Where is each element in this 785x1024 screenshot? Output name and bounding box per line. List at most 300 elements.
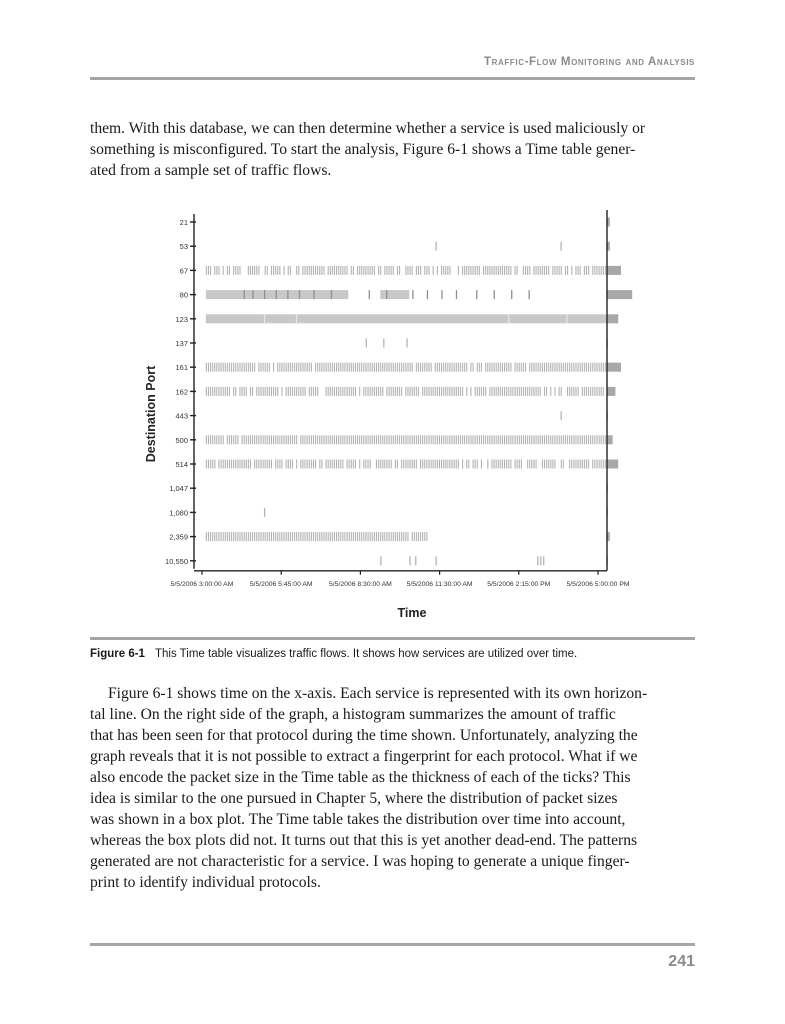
flow-tick [244,532,245,541]
flow-tick [227,532,228,541]
flow-tick [315,363,316,372]
flow-tick [336,532,337,541]
flow-tick [554,435,555,444]
flow-tick [267,435,268,444]
flow-tick [437,460,438,469]
flow-tick [260,363,261,372]
flow-tick [321,266,322,275]
flow-tick [242,363,243,372]
figure-caption-text: This Time table visualizes traffic flows. It shows how services are utilized over time. [154,648,578,660]
flow-tick [540,435,541,444]
flow-tick [578,460,579,469]
flow-tick [216,435,217,444]
flow-tick [445,387,446,396]
flow-tick [235,363,236,372]
flow-tick [242,532,243,541]
flow-tick [403,460,404,469]
flow-tick [229,532,230,541]
flow-tick [410,387,411,396]
flow-gap [264,314,265,323]
flow-tick [483,435,484,444]
flow-tick [477,435,478,444]
flow-tick [216,387,217,396]
flow-tick [548,435,549,444]
flow-tick [347,363,348,372]
flow-tick [479,266,480,275]
flow-tick [386,460,387,469]
flow-tick [594,435,595,444]
flow-tick [449,266,450,275]
flow-tick [452,435,453,444]
flow-tick [275,460,276,469]
flow-tick [319,363,320,372]
flow-tick [489,387,490,396]
flow-tick [494,435,495,444]
flow-tick [288,387,289,396]
flow-tick [338,460,339,469]
flow-tick [594,266,595,275]
flow-tick [527,435,528,444]
flow-tick [470,266,471,275]
flow-tick [382,532,383,541]
flow-tick [359,266,360,275]
body-line: print to identify individual protocols. [90,874,321,891]
flow-tick [319,532,320,541]
flow-tick [326,363,327,372]
flow-tick [235,532,236,541]
flow-tick [244,460,245,469]
flow-tick [538,266,539,275]
flow-tick [491,435,492,444]
flow-tick [580,460,581,469]
flow-tick [223,532,224,541]
flow-tick [489,363,490,372]
flow-tick [452,460,453,469]
flow-tick [332,363,333,372]
flow-tick [357,435,358,444]
flow-tick [603,460,604,469]
flow-tick [260,435,261,444]
flow-tick [344,435,345,444]
flow-tick [557,266,558,275]
flow-tick [601,266,602,275]
flow-tick [386,532,387,541]
flow-tick [470,363,471,372]
flow-tick [372,266,373,275]
flow-tick [502,387,503,396]
flow-tick [376,435,377,444]
flow-tick [508,460,509,469]
flow-tick [391,387,392,396]
flow-tick [336,387,337,396]
flow-tick [508,266,509,275]
flow-tick [300,460,301,469]
flow-tick [410,363,411,372]
x-tick-label: 5/5/2006 5:00:00 PM [566,580,630,588]
flow-tick [433,266,434,275]
flow-tick [212,435,213,444]
flow-tick [439,363,440,372]
flow-tick [410,266,411,275]
histogram-bar [607,314,618,323]
flow-tick [252,266,253,275]
flow-tick [422,387,423,396]
flow-gap [566,314,567,323]
flow-tick [391,266,392,275]
flow-tick [252,532,253,541]
flow-tick [456,435,457,444]
histogram-bar [607,363,621,372]
x-tick-label: 5/5/2006 11:30:00 AM [406,580,473,588]
flow-tick [462,363,463,372]
flow-tick [470,435,471,444]
flow-tick [550,387,551,396]
flow-tick [359,532,360,541]
flow-tick [384,363,385,372]
flow-tick [523,435,524,444]
flow-tick [248,532,249,541]
flow-tick [473,435,474,444]
flow-tick [485,266,486,275]
flow-tick [582,363,583,372]
flow-tick [475,435,476,444]
flow-tick [599,435,600,444]
flow-tick [237,460,238,469]
flow-tick [525,435,526,444]
flow-tick [393,435,394,444]
flow-tick [378,266,379,275]
flow-tick [468,266,469,275]
flow-tick [395,532,396,541]
flow-tick [596,266,597,275]
flow-tick [347,266,348,275]
flow-tick [330,266,331,275]
flow-tick [233,460,234,469]
flow-tick [389,266,390,275]
flow-tick [393,363,394,372]
flow-tick [382,460,383,469]
flow-tick [292,435,293,444]
y-tick-label: 67 [179,266,188,276]
flow-tick [399,532,400,541]
flow-tick [227,363,228,372]
flow-tick [292,460,293,469]
flow-tick [384,266,385,275]
flow-tick [323,435,324,444]
header-rule [90,77,695,80]
flow-tick [441,266,442,275]
flow-tick [447,387,448,396]
flow-tick [349,532,350,541]
flow-tick [494,290,495,299]
flow-tick [586,460,587,469]
flow-tick [231,460,232,469]
flow-tick [317,387,318,396]
flow-tick [500,363,501,372]
flow-tick [246,435,247,444]
flow-tick [347,532,348,541]
flow-tick [443,266,444,275]
flow-tick [571,435,572,444]
flow-tick [592,363,593,372]
flow-tick [296,532,297,541]
flow-tick [395,435,396,444]
flow-tick [420,363,421,372]
flow-tick [214,435,215,444]
flow-tick [567,266,568,275]
body-line: graph reveals that it is not possible to extract a fingerprint for each protocol. What if we [90,748,638,765]
flow-tick [521,460,522,469]
flow-tick [590,363,591,372]
flow-tick [439,387,440,396]
flow-tick [405,435,406,444]
flow-tick [519,363,520,372]
flow-tick [424,387,425,396]
flow-tick [269,435,270,444]
flow-tick [527,387,528,396]
flow-tick [365,387,366,396]
flow-tick [277,387,278,396]
flow-tick [344,363,345,372]
flow-tick [246,460,247,469]
flow-tick [296,387,297,396]
flow-tick [260,532,261,541]
flow-tick [290,532,291,541]
flow-tick [601,363,602,372]
flow-tick [397,387,398,396]
flow-tick [414,532,415,541]
flow-tick [496,460,497,469]
flow-tick [477,460,478,469]
flow-tick [212,460,213,469]
flow-tick [332,387,333,396]
flow-tick [458,460,459,469]
flow-tick [473,363,474,372]
flow-tick [378,387,379,396]
flow-tick [326,435,327,444]
flow-tick [376,532,377,541]
flow-tick [546,363,547,372]
flow-tick [452,363,453,372]
flow-tick [359,387,360,396]
flow-tick [466,460,467,469]
flow-tick [420,532,421,541]
body-line: that has been seen for that protocol during the time shown. Unfortunately, analyzing the [90,727,638,744]
flow-tick [500,387,501,396]
flow-tick [288,266,289,275]
flow-tick [332,532,333,541]
flow-tick [244,290,245,299]
flow-tick [221,435,222,444]
flow-tick [435,363,436,372]
y-tick-label: 162 [175,387,188,397]
flow-tick [368,266,369,275]
flow-tick [477,387,478,396]
flow-tick [494,363,495,372]
flow-tick [508,435,509,444]
flow-tick [231,532,232,541]
flow-tick [533,435,534,444]
flow-tick [239,460,240,469]
flow-tick [321,460,322,469]
flow-tick [328,435,329,444]
flow-tick [315,460,316,469]
flow-gap [296,314,297,323]
flow-tick [305,532,306,541]
flow-tick [485,435,486,444]
flow-tick [569,435,570,444]
flow-tick [441,460,442,469]
flow-tick [263,435,264,444]
flow-tick [290,363,291,372]
flow-tick [347,435,348,444]
flow-tick [244,435,245,444]
flow-tick [412,363,413,372]
flow-tick [326,387,327,396]
flow-tick [405,460,406,469]
flow-tick [515,435,516,444]
flow-tick [237,266,238,275]
flow-tick [258,435,259,444]
flow-tick [239,387,240,396]
flow-tick [491,387,492,396]
flow-tick [351,435,352,444]
flow-tick [258,387,259,396]
flow-tick [229,363,230,372]
flow-tick [494,387,495,396]
flow-tick [299,290,300,299]
intro-line: something is misconfigured. To start the analysis, Figure 6-1 shows a Time table gener- [90,141,636,158]
flow-tick [265,460,266,469]
flow-tick [290,435,291,444]
flow-tick [218,266,219,275]
flow-tick [529,290,530,299]
flow-tick [336,460,337,469]
flow-tick [221,460,222,469]
flow-tick [494,266,495,275]
flow-tick [449,363,450,372]
flow-tick [512,435,513,444]
flow-tick [412,387,413,396]
flow-tick [353,435,354,444]
y-tick-label: 1,047 [169,484,188,494]
flow-tick [292,387,293,396]
flow-tick [462,266,463,275]
flow-tick [357,532,358,541]
flow-tick [218,363,219,372]
flow-tick [294,387,295,396]
flow-tick [487,363,488,372]
flow-tick [229,460,230,469]
flow-tick [445,460,446,469]
flow-tick [216,266,217,275]
flow-tick [554,460,555,469]
flow-tick [601,387,602,396]
flow-tick [426,460,427,469]
flow-tick [370,460,371,469]
x-tick-label: 5/5/2006 2:15:00 PM [487,580,551,588]
flow-tick [349,435,350,444]
flow-tick [252,387,253,396]
flow-tick [323,363,324,372]
plot-layer [206,218,632,566]
flow-tick [212,363,213,372]
flow-tick [525,387,526,396]
flow-tick [279,435,280,444]
flow-tick [536,387,537,396]
flow-tick [260,460,261,469]
flow-tick [296,460,297,469]
flow-tick [557,435,558,444]
flow-tick [365,266,366,275]
y-tick-label: 161 [175,363,188,373]
histogram-bar [607,290,632,299]
flow-tick [229,435,230,444]
flow-tick [214,532,215,541]
flow-tick [533,460,534,469]
flow-tick [328,387,329,396]
flow-tick [326,460,327,469]
flow-tick [515,387,516,396]
flow-tick [370,387,371,396]
flow-tick [573,387,574,396]
flow-tick [277,363,278,372]
flow-tick [321,363,322,372]
flow-tick [380,435,381,444]
flow-tick [281,532,282,541]
flow-tick [401,460,402,469]
flow-tick [529,435,530,444]
flow-tick [286,363,287,372]
flow-tick [229,387,230,396]
y-tick-label: 21 [179,218,188,227]
flow-tick [481,435,482,444]
flow-tick [500,460,501,469]
flow-tick [578,266,579,275]
flow-tick [208,363,209,372]
flow-tick [405,266,406,275]
flow-tick [424,532,425,541]
flow-tick [596,460,597,469]
flow-tick [407,532,408,541]
body-line: idea is similar to the one pursued in Chapter 5, where the distribution of packet sizes [90,790,618,807]
flow-tick [521,387,522,396]
flow-tick [305,363,306,372]
flow-tick [212,532,213,541]
flow-tick [466,387,467,396]
flow-tick [271,460,272,469]
flow-tick [265,266,266,275]
flow-tick [365,435,366,444]
flow-tick [237,363,238,372]
flow-tick [336,363,337,372]
y-tick-label: 2,359 [169,532,188,542]
x-tick-label: 5/5/2006 3:00:00 AM [170,580,234,588]
flow-tick [599,363,600,372]
flow-tick [344,266,345,275]
flow-tick [370,435,371,444]
flow-tick [317,363,318,372]
flow-tick [468,435,469,444]
flow-tick [250,363,251,372]
flow-tick [263,363,264,372]
flow-tick [256,435,257,444]
flow-tick [395,363,396,372]
flow-tick [428,460,429,469]
flow-tick [210,363,211,372]
flow-tick [571,266,572,275]
flow-tick [586,266,587,275]
